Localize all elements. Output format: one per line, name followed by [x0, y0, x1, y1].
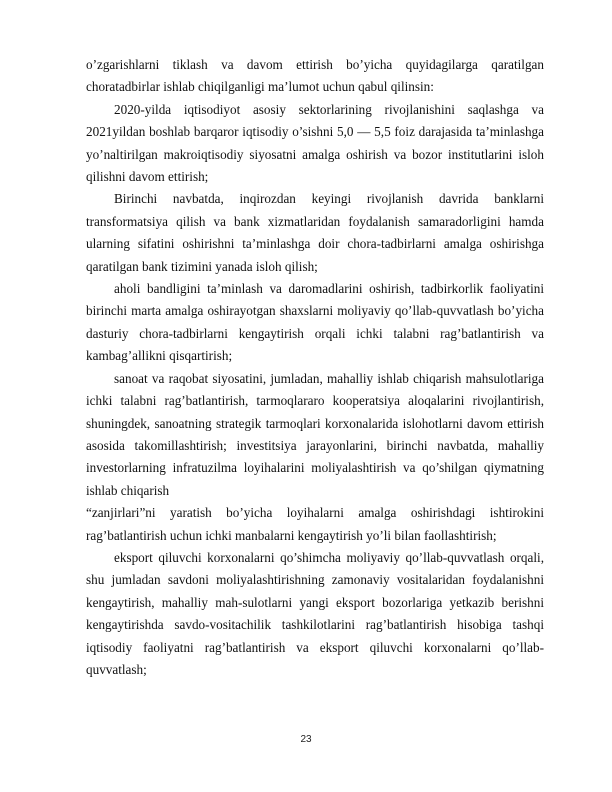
paragraph-4: aholi bandligini ta’minlash va daromadlarini oshirish, tadbirkorlik faoliyatini birinchi marta amalga oshirayotgan shaxslarni moliyaviy qo’llab-quvvatlash bo’yicha dasturiy chora-tadbirlarni kengaytirish orqali ichki talabni rag’batlantirish va kambag’allikni qisqartirish;: [86, 281, 544, 364]
page-number: 23: [300, 734, 312, 745]
paragraph-3: Birinchi navbatda, inqirozdan keyingi rivojlanish davrida banklarni transformatsiya qilish va bank xizmatlaridan foydalanish samaradorligini hamda ularning sifatini oshirishni ta’minlashga doir chora-tadbirlarni amalga oshirishga qaratilgan bank tizimini yanada isloh qilish;: [86, 191, 544, 274]
paragraph-5: sanoat va raqobat siyosatini, jumladan, mahalliy ishlab chiqarish mahsulotlariga ichki talabni rag’batlantirish, tarmoqlararo kooperatsiya aloqalarini rivojlantirish, shuningdek, sanoatning strategik tarmoqlari korxonalarida islohotlarni davom ettirish asosida takomillashtirish; investitsiya jarayonlarini, birinchi navbatda, mahalliy investorlarning infratuzilma loyihalarini moliyalashtirish va qo’shilgan qiymatning ishlab chiqarish: [86, 370, 544, 498]
document-body: [86, 54, 544, 681]
paragraph-7: eksport qiluvchi korxonalarni qo’shimcha moliyaviy qo’llab-quvvatlash orqali, shu jumladan savdoni moliyalashtirishning zamonaviy vositalaridan foydalanishni kengaytirish, mahalliy mah-sulotlarni yangi eksport bozorlariga yetkazib berishni kengaytirishda savdo-vositachilik tashkilotlarini rag’batlantirish hisobiga tashqi iqtisodiy faoliyatni rag’batlantirish va eksport qiluvchi korxonalarni qo’llab-quvvatlash;: [86, 549, 544, 677]
paragraph-6: “zanjirlari”ni yaratish bo’yicha loyihalarni amalga oshirishdagi ishtirokini rag’batlantirish uchun ichki manbalarni kengaytirish yo’li bilan faollashtirish;: [86, 505, 544, 543]
paragraph-2: 2020-yilda iqtisodiyot asosiy sektorlarining rivojlanishini saqlashga va 2021yildan boshlab barqaror iqtisodiy o’sishni 5,0 — 5,5 foiz darajasida ta’minlashga yo’naltirilgan makroiqtisodiy siyosatni amalga oshirish va bozor institutlarini isloh qilishni davom ettirish;: [86, 101, 544, 185]
paragraph-1: o’zgarishlarni tiklash va davom ettirish bo’yicha quyidagilarga qaratilgan choratadbirlar ishlab chiqilganligi ma’lumot uchun qabul qilinsin:: [86, 57, 544, 95]
